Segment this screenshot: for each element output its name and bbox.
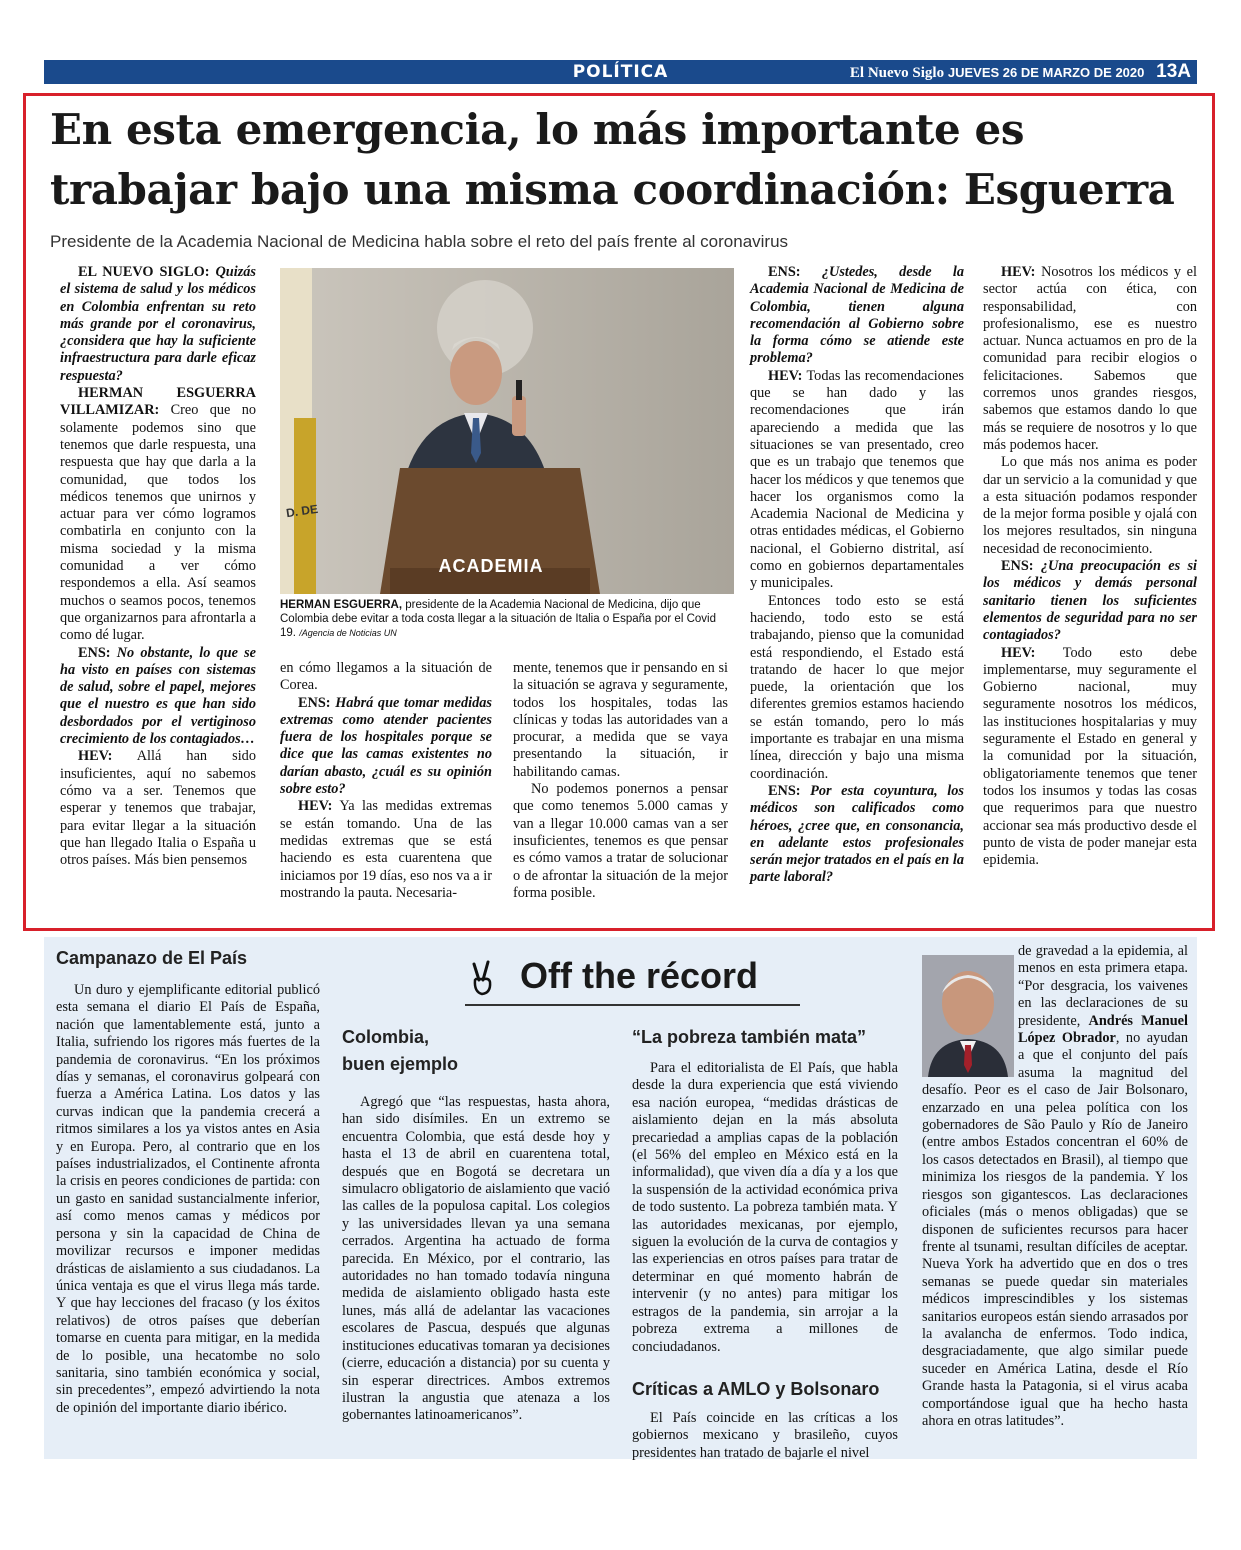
caption-text: presidente de la Academia Nacional de Medicina, dijo que Colombia debe evitar a toda costa llegar a la situación de Italia o España por el Covid 19. [280, 599, 716, 639]
question-text: ¿Ustedes, desde la Academia Nacional de Medicina de Colombia, tienen alguna recomendación al Gobierno sobre la forma cómo se atiende este problema? [750, 264, 965, 367]
answer-text: Allá han sido insuficientes, aquí no sabemos cómo va a ser. Tenemos que esperar y tenemos que trabajar, para evitar llegar a la situación que han llegado Italia o España u otros países. Más bien pensemos [60, 748, 256, 869]
criticas-column [632, 1410, 898, 1462]
answer-label: HEV: [768, 367, 803, 384]
answer-label: HEV: [78, 748, 113, 765]
criticas-text: El País coincide en las críticas a los gobiernos mexicano y brasileño, cuyos presidentes han tratado de bajarle el nivel [632, 1410, 898, 1461]
caption-name: HERMAN ESGUERRA, [280, 599, 403, 611]
question-label: ENS: [1001, 558, 1034, 575]
article-photo [280, 268, 734, 594]
question-text: Quizás el sistema de salud y los médicos en Colombia enfrentan su reto más grande por el coronavirus, ¿considera que hay la suficiente infraestructura para darle eficaz respuesta? [60, 264, 256, 384]
obrador-text-before: de gravedad a la epidemia, al menos en esta primera etapa. “Por desgracia, los vaivenes en las declaraciones de su presidente, [1018, 943, 1188, 1029]
criticas-heading: Críticas a AMLO y Bolsonaro [632, 1379, 880, 1399]
answer-label: HERMAN ESGUERRA VILLAMIZAR: [60, 385, 256, 419]
issue-date: JUEVES 26 DE MARZO DE 2020 [947, 65, 1145, 80]
caption-credit: /Agencia de Noticias UN [299, 628, 397, 638]
answer-text: Todo esto debe implementarse, muy seguramente el Gobierno nacional, muy seguramente nosotros los médicos, las instituciones hospitalarias y muy seguramente el Estado en general y la comunidad por la situación, obligatoriamente tenemos que tener todos los insumos y todas las cosas que requerimos para que nuestro accionar sea más productivo desde el punto de vista de poder manejar esta epidemia. [983, 644, 1197, 869]
speaker-photo-illustration [280, 268, 734, 594]
obrador-text-after: , no ayudan a que el conjunto del país asuma la magnitud del desafío. Peor es el caso de Jair Bolsonaro, enzarzado en una pelea política con los gobernadores de São Paulo y Río de Janeiro (entre ambos Estados concentran el 60% de los casos detectados en Brasil), al tiempo que minimiza los riesgos de la pandemia. Y los riesgos son gigantescos. Las declaraciones oficiales (más o menos obligadas) que se disponen de suficientes recursos para hacer frente al tsunami, resultan difíciles de aceptar. Nueva York ha advertido que en dos o tres semanas se puede quedar sin materiales médicos imprescindibles y los sistemas sanitarios europeos están siendo arrasados por la avalancha de enfermos. Todo indica, desgraciadamente, que algo similar puede suceder en América Latina, desde el Río Grande hasta la Patagonia, si el virus acaba comportándose igual que ha hecho hasta ahora en otras latitudes”. [922, 1030, 1188, 1429]
article-headline [50, 100, 1210, 220]
article-column-1 [60, 264, 256, 869]
masthead [850, 60, 1191, 84]
flag-text: D. DE [285, 501, 319, 521]
question-text: No obstante, lo que se ha visto en países con sistemas de salud, sobre el papel, mejores que el nuestro es que han sido desbordados por el vertiginoso crecimiento de los contagiados… [60, 644, 257, 748]
continuation-text: mente, tenemos que ir pensando en si la situación se agrava y seguramente, todos los hospitales, todas las clínicas y todas las autoridades van a procurar, a medida que se vaya presentando la situación, ir habilitando camas. [513, 660, 728, 780]
article-subhead: Presidente de la Academia Nacional de Medicina habla sobre el reto del país frente al coronavirus [50, 232, 789, 251]
article-column-2 [280, 660, 492, 902]
question-label: ENS: [78, 644, 111, 661]
pobreza-column [632, 1060, 898, 1356]
section-label: POLÍTICA [572, 62, 669, 82]
answer-text: Nosotros los médicos y el sector actúa con ética, con responsabilidad, con profesionalismo, ese es nuestro actuar. Nunca actuamos en pro de la comunidad para recibir elogios o felicitaciones. Sabemos que corremos unos grandes riesgos, sabemos que estamos dando lo que más se requiere de nosotros y lo que más podemos hacer. [983, 264, 1197, 453]
photo-caption [280, 598, 734, 640]
paragraph: No podemos ponernos a pensar que como tenemos 5.000 camas y van a llegar 10.000 camas van a ser insuficientes, tenemos es que pensar es cómo vamos a tratar de solucionar o de afrontar la situación de la mejor forma posible. [513, 781, 728, 901]
obrador-name: Andrés Manuel López Obrador [1018, 1012, 1189, 1047]
question-text: ¿Una preocupación es si los médicos y demás personal sanitario tienen los suficientes elementos de seguridad para no ser contagiados? [983, 558, 1197, 644]
victory-hand-icon [462, 958, 502, 998]
newspaper-name: El Nuevo Siglo [849, 65, 945, 81]
headline-line-2: trabajar bajo una misma coordinación: Esguerra [50, 165, 1175, 214]
off-the-record-title: Off the récord [520, 955, 759, 996]
question-text: Por esta coyuntura, los médicos son calificados como héroes, ¿cree que, en consonancia, en adelante estos profesionales serán mejor tratados en el país en la parte laboral? [750, 782, 964, 886]
article-column-5 [983, 264, 1197, 869]
colombia-heading-line-2: buen ejemplo [342, 1054, 459, 1074]
campanazo-text: Un duro y ejemplificante editorial publicó esta semana el diario El País de España, nación que lamentablemente está, junto a Italia, sufriendo los rigores más fuertes de la pandemia de coronavirus. “En los próximos días y semanas, el coronavirus golpeará con fuerza a América Latina. Los datos y las curvas indican que la pandemia crecerá a ritmos similares a los ya vistos antes en Asia y en Europa. Pero, al contrario que en los países industrializados, el Continente afronta la crisis en peores condiciones de partida: con un gasto en sanidad sustancialmente inferior, así como menos camas y médicos por persona y sin la capacidad de China de movilizar recursos e imponer medidas drásticas de aislamiento a sus ciudadanos. La única ventaja es que el virus llega más tarde. Y que hay lecciones del fracaso (y los éxitos relativos) de otros países que deberían tomarse en cuenta para mitigar, en la medida de lo posible, una hecatombe no solo sanitaria, sino también económica y social, sin precedentes”, empezó advirtiendo la nota de opinión del importante diario ibérico. [56, 982, 320, 1416]
campanazo-heading: Campanazo de El País [56, 948, 248, 968]
photo-wrap-spacer [922, 943, 1018, 1079]
colombia-heading [342, 1024, 602, 1078]
pobreza-heading: “La pobreza también mata” [632, 1027, 867, 1047]
obrador-text-block [922, 943, 1188, 1430]
paragraph: Entonces todo esto se está haciendo, todo esto se está trabajando, pienso que la comunidad está respondiendo, el Estado está tratando de hacer lo que mejor puede, la orientación que los diferentes gremios estamos haciendo se están tomando, pero lo más importante es trabajar en una misma línea, dirección y bajo una misma coordinación. [750, 592, 964, 782]
article-column-4 [750, 264, 964, 887]
question-text: Habrá que tomar medidas extremas como atender pacientes fuera de los hospitales porque se dice que las camas existentes no darían abasto, ¿cuál es su opinión sobre esto? [280, 694, 492, 798]
question-label: ENS: [768, 264, 801, 280]
headline-line-1: En esta emergencia, lo más importante es [50, 105, 1025, 154]
colombia-heading-line-1: Colombia, [342, 1027, 430, 1047]
pobreza-text: Para el editorialista de El País, que habla desde la dura experiencia que está viviendo esa nación europea, “medidas drásticas de aislamiento dejan en la más absoluta precariedad a amplias capas de la población (el 56% del empleo en México está en la informalidad), que viven día a día y a los que la suspensión de la actividad económica priva de todo sustento. La pobreza también mata. Y las autoridades mexicanas, por ejemplo, siguen la evolución de la curva de contagios y las experiencias en otros países para tratar de determinar en qué momento habrán de intervenir (y no antes) para mitigar los estragos de la pandemia, sin arrojar a la pobreza extrema a millones de conciudadanos. [632, 1060, 898, 1355]
answer-text: Creo que no solamente podemos sino que tenemos que darle respuesta, una respuesta que hay que darla a la comunidad, que todos los médicos tenemos que unirnos y actuar para ver cómo logramos combatirla en conjunto con la misma sociedad y la misma comunidad a ver cómo respondemos a ella. Así seamos muchos o seamos pocos, tenemos que organizarnos para afrontarla a como dé lugar. [60, 402, 256, 644]
answer-label: HEV: [1001, 264, 1036, 280]
answer-label: HEV: [298, 798, 333, 815]
title-rule [465, 1004, 800, 1006]
answer-text: Ya las medidas extremas se están tomando. Una de las medidas extremas que se está haciendo es esta cuarentena que iniciamos por 19 días, eso nos va a ir mostrando la pauta. Necesaria- [280, 798, 493, 901]
question-label: EL NUEVO SIGLO: [78, 264, 210, 280]
podium-sign: ACADEMIA [438, 556, 544, 576]
colombia-text: Agregó que “las respuestas, hasta ahora, han sido disímiles. En un extremo se encuentra Colombia, que está desde hoy y hasta el 13 de abril en cuarentena total, después que en Bogotá se decretara un simulacro obligatorio de aislamiento que vació las calles de la populosa capital. Los colegios y las universidades llevan ya una semana cerrados. Argentina ha actuado de forma parecida. En México, por el contrario, las autoridades no han tomado todavía ninguna medida de aislamiento obligado hasta este lunes, más allá de adelantar las vacaciones escolares de Pascua, después que algunas instituciones educativas tomaran ya decisiones (cierre, educación a distancia) por su cuenta y sin esperar directrices. Ambos extremos ilustran la angustia que atenaza a los gobernantes latinoamericanos”. [342, 1094, 610, 1424]
page-number: 13A [1156, 61, 1191, 82]
colombia-column [342, 1094, 610, 1425]
answer-text: Todas las recomendaciones que se han dado y las recomendaciones que irán apareciendo a medida que las situaciones se van presentado, creo que es un trabajo que tenemos que hacer los médicos y que tenemos que hacer los organismos como la Academia Nacional de Medicina y otras entidades médicas, el Gobierno nacional, el Gobierno distrital, así como en gobiernos departamentales y municipales. [750, 367, 964, 592]
continuation-text: en cómo llegamos a la situación de Corea. [280, 660, 492, 694]
campanazo-column [56, 982, 320, 1417]
answer-label: HEV: [1001, 644, 1036, 661]
article-column-3 [513, 660, 728, 902]
paragraph: Lo que más nos anima es poder dar un servicio a la comunidad y que a esta situación podamos responder de la mejor forma posible y ojalá con los mejores resultados, sin ninguna necesidad de reconocimiento. [983, 454, 1197, 557]
question-label: ENS: [298, 694, 331, 711]
question-label: ENS: [768, 782, 801, 799]
